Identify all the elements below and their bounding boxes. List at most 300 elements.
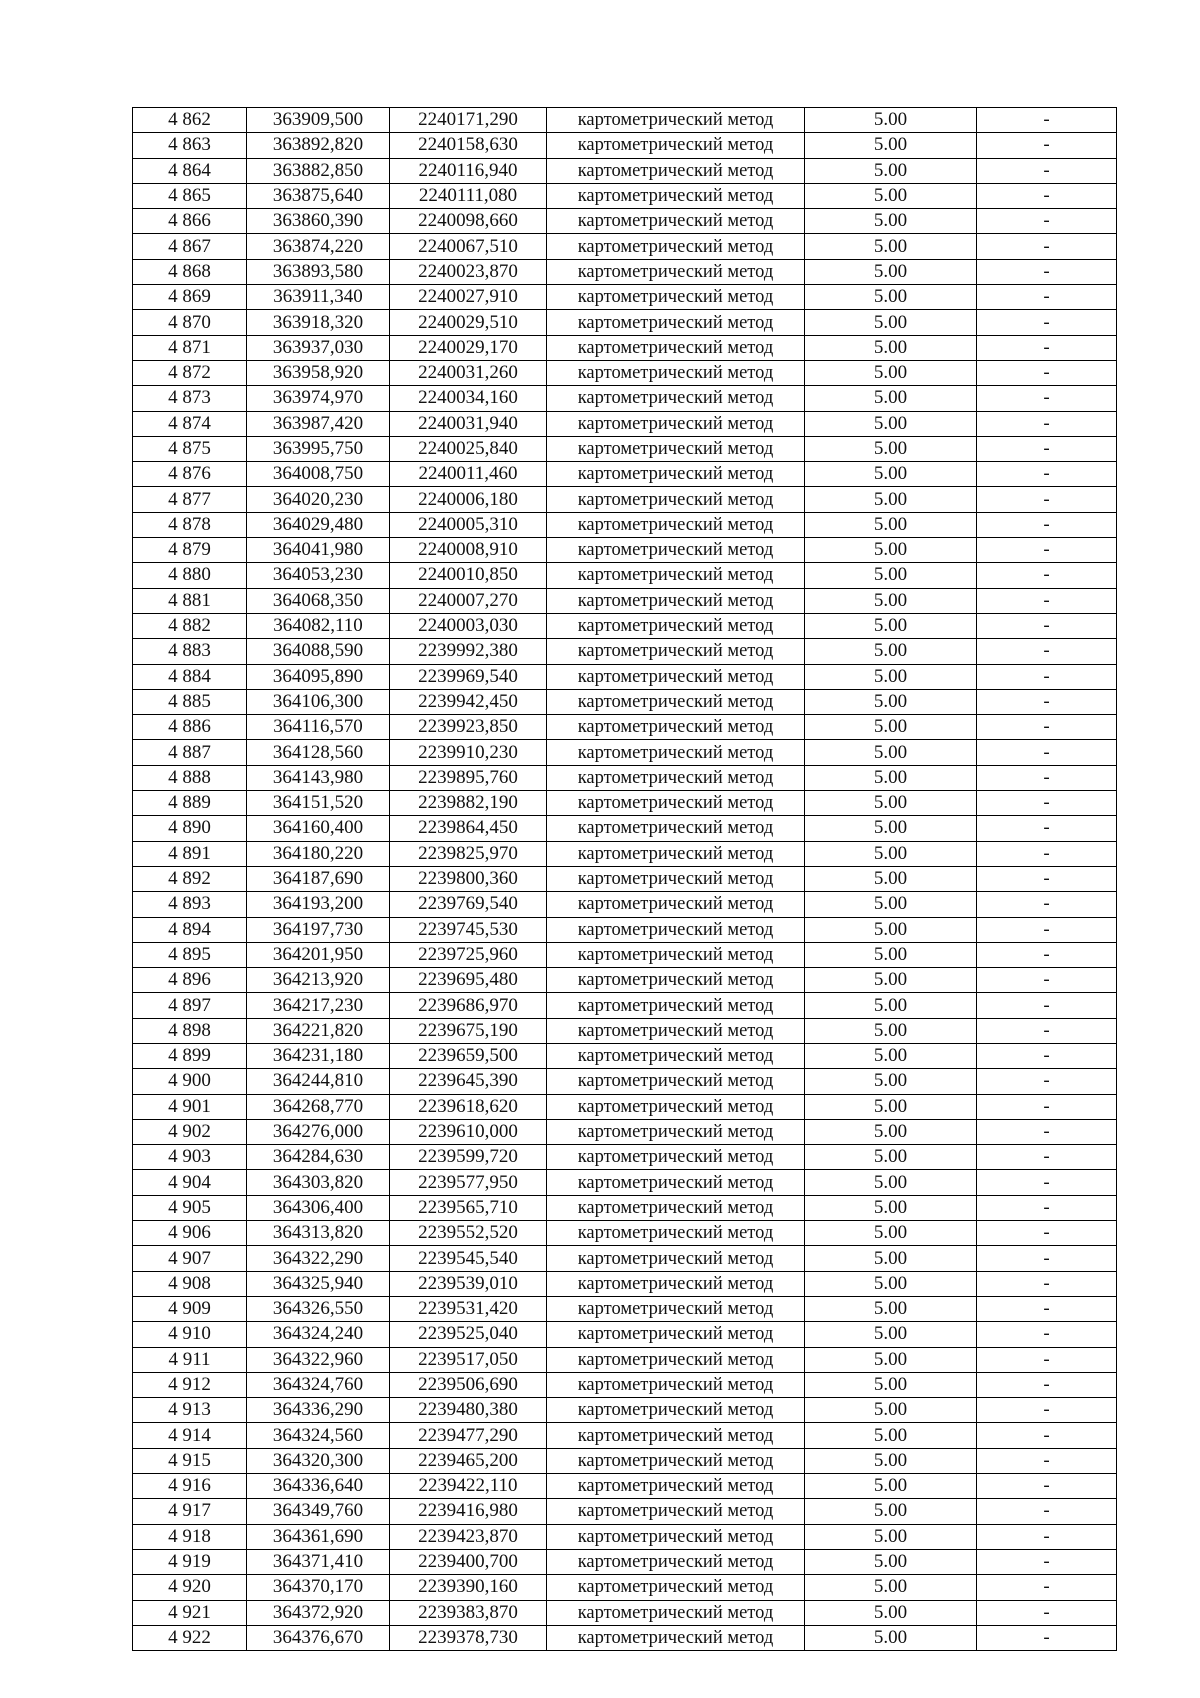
x-coordinate-cell: 364276,000 bbox=[247, 1119, 390, 1144]
point-number-cell: 4 895 bbox=[133, 942, 247, 967]
table-row bbox=[133, 462, 1117, 487]
method-cell: картометрический метод bbox=[547, 183, 805, 208]
method-cell: картометрический метод bbox=[547, 1347, 805, 1372]
note-cell: - bbox=[977, 1398, 1117, 1423]
point-number-cell: 4 915 bbox=[133, 1448, 247, 1473]
accuracy-cell: 5.00 bbox=[805, 1499, 977, 1524]
x-coordinate-cell: 364187,690 bbox=[247, 866, 390, 891]
y-coordinate-cell: 2239517,050 bbox=[390, 1347, 547, 1372]
point-number-cell: 4 896 bbox=[133, 968, 247, 993]
method-cell: картометрический метод bbox=[547, 411, 805, 436]
x-coordinate-cell: 364361,690 bbox=[247, 1524, 390, 1549]
note-cell: - bbox=[977, 1600, 1117, 1625]
point-number-cell: 4 900 bbox=[133, 1069, 247, 1094]
accuracy-cell: 5.00 bbox=[805, 133, 977, 158]
table-row bbox=[133, 1423, 1117, 1448]
point-number-cell: 4 889 bbox=[133, 791, 247, 816]
x-coordinate-cell: 364284,630 bbox=[247, 1145, 390, 1170]
x-coordinate-cell: 364053,230 bbox=[247, 563, 390, 588]
x-coordinate-cell: 364376,670 bbox=[247, 1625, 390, 1650]
x-coordinate-cell: 364324,240 bbox=[247, 1322, 390, 1347]
x-coordinate-cell: 364325,940 bbox=[247, 1271, 390, 1296]
method-cell: картометрический метод bbox=[547, 816, 805, 841]
note-cell: - bbox=[977, 234, 1117, 259]
note-cell: - bbox=[977, 613, 1117, 638]
y-coordinate-cell: 2239969,540 bbox=[390, 664, 547, 689]
point-number-cell: 4 894 bbox=[133, 917, 247, 942]
table-row bbox=[133, 689, 1117, 714]
point-number-cell: 4 878 bbox=[133, 512, 247, 537]
note-cell: - bbox=[977, 689, 1117, 714]
method-cell: картометрический метод bbox=[547, 917, 805, 942]
x-coordinate-cell: 363893,580 bbox=[247, 259, 390, 284]
accuracy-cell: 5.00 bbox=[805, 791, 977, 816]
table-row bbox=[133, 1575, 1117, 1600]
point-number-cell: 4 885 bbox=[133, 689, 247, 714]
accuracy-cell: 5.00 bbox=[805, 917, 977, 942]
point-number-cell: 4 893 bbox=[133, 892, 247, 917]
note-cell: - bbox=[977, 1296, 1117, 1321]
note-cell: - bbox=[977, 740, 1117, 765]
point-number-cell: 4 901 bbox=[133, 1094, 247, 1119]
y-coordinate-cell: 2239825,970 bbox=[390, 841, 547, 866]
y-coordinate-cell: 2240023,870 bbox=[390, 259, 547, 284]
point-number-cell: 4 871 bbox=[133, 335, 247, 360]
accuracy-cell: 5.00 bbox=[805, 1524, 977, 1549]
method-cell: картометрический метод bbox=[547, 1094, 805, 1119]
table-row bbox=[133, 917, 1117, 942]
table-row bbox=[133, 310, 1117, 335]
note-cell: - bbox=[977, 1372, 1117, 1397]
note-cell: - bbox=[977, 866, 1117, 891]
y-coordinate-cell: 2239545,540 bbox=[390, 1246, 547, 1271]
note-cell: - bbox=[977, 841, 1117, 866]
y-coordinate-cell: 2240025,840 bbox=[390, 436, 547, 461]
table-row bbox=[133, 563, 1117, 588]
y-coordinate-cell: 2240067,510 bbox=[390, 234, 547, 259]
table-row bbox=[133, 1499, 1117, 1524]
y-coordinate-cell: 2239618,620 bbox=[390, 1094, 547, 1119]
table-row bbox=[133, 588, 1117, 613]
table-row bbox=[133, 1347, 1117, 1372]
y-coordinate-cell: 2239477,290 bbox=[390, 1423, 547, 1448]
table-row bbox=[133, 1600, 1117, 1625]
point-number-cell: 4 877 bbox=[133, 487, 247, 512]
accuracy-cell: 5.00 bbox=[805, 108, 977, 133]
note-cell: - bbox=[977, 209, 1117, 234]
table-row bbox=[133, 1221, 1117, 1246]
x-coordinate-cell: 364008,750 bbox=[247, 462, 390, 487]
x-coordinate-cell: 364268,770 bbox=[247, 1094, 390, 1119]
x-coordinate-cell: 364128,560 bbox=[247, 740, 390, 765]
table-row bbox=[133, 1094, 1117, 1119]
y-coordinate-cell: 2239423,870 bbox=[390, 1524, 547, 1549]
point-number-cell: 4 866 bbox=[133, 209, 247, 234]
note-cell: - bbox=[977, 588, 1117, 613]
table-row bbox=[133, 360, 1117, 385]
method-cell: картометрический метод bbox=[547, 1575, 805, 1600]
method-cell: картометрический метод bbox=[547, 866, 805, 891]
method-cell: картометрический метод bbox=[547, 1296, 805, 1321]
point-number-cell: 4 870 bbox=[133, 310, 247, 335]
table-row bbox=[133, 968, 1117, 993]
x-coordinate-cell: 363875,640 bbox=[247, 183, 390, 208]
accuracy-cell: 5.00 bbox=[805, 1271, 977, 1296]
point-number-cell: 4 920 bbox=[133, 1575, 247, 1600]
accuracy-cell: 5.00 bbox=[805, 816, 977, 841]
note-cell: - bbox=[977, 917, 1117, 942]
table-row bbox=[133, 1069, 1117, 1094]
method-cell: картометрический метод bbox=[547, 993, 805, 1018]
y-coordinate-cell: 2240116,940 bbox=[390, 158, 547, 183]
y-coordinate-cell: 2240027,910 bbox=[390, 285, 547, 310]
point-number-cell: 4 904 bbox=[133, 1170, 247, 1195]
y-coordinate-cell: 2239882,190 bbox=[390, 791, 547, 816]
note-cell: - bbox=[977, 158, 1117, 183]
method-cell: картометрический метод bbox=[547, 968, 805, 993]
method-cell: картометрический метод bbox=[547, 335, 805, 360]
x-coordinate-cell: 364020,230 bbox=[247, 487, 390, 512]
point-number-cell: 4 902 bbox=[133, 1119, 247, 1144]
accuracy-cell: 5.00 bbox=[805, 1423, 977, 1448]
y-coordinate-cell: 2239725,960 bbox=[390, 942, 547, 967]
method-cell: картометрический метод bbox=[547, 689, 805, 714]
note-cell: - bbox=[977, 1575, 1117, 1600]
y-coordinate-cell: 2239378,730 bbox=[390, 1625, 547, 1650]
y-coordinate-cell: 2240007,270 bbox=[390, 588, 547, 613]
accuracy-cell: 5.00 bbox=[805, 411, 977, 436]
point-number-cell: 4 908 bbox=[133, 1271, 247, 1296]
table-row bbox=[133, 234, 1117, 259]
coordinates-table bbox=[132, 107, 1117, 1651]
accuracy-cell: 5.00 bbox=[805, 1170, 977, 1195]
y-coordinate-cell: 2239383,870 bbox=[390, 1600, 547, 1625]
y-coordinate-cell: 2239390,160 bbox=[390, 1575, 547, 1600]
note-cell: - bbox=[977, 259, 1117, 284]
method-cell: картометрический метод bbox=[547, 436, 805, 461]
y-coordinate-cell: 2239599,720 bbox=[390, 1145, 547, 1170]
point-number-cell: 4 910 bbox=[133, 1322, 247, 1347]
y-coordinate-cell: 2239695,480 bbox=[390, 968, 547, 993]
point-number-cell: 4 892 bbox=[133, 866, 247, 891]
table-row bbox=[133, 1448, 1117, 1473]
x-coordinate-cell: 364371,410 bbox=[247, 1549, 390, 1574]
point-number-cell: 4 867 bbox=[133, 234, 247, 259]
y-coordinate-cell: 2239675,190 bbox=[390, 1018, 547, 1043]
table-row bbox=[133, 866, 1117, 891]
y-coordinate-cell: 2240029,510 bbox=[390, 310, 547, 335]
x-coordinate-cell: 364029,480 bbox=[247, 512, 390, 537]
point-number-cell: 4 879 bbox=[133, 538, 247, 563]
accuracy-cell: 5.00 bbox=[805, 1018, 977, 1043]
point-number-cell: 4 907 bbox=[133, 1246, 247, 1271]
x-coordinate-cell: 364306,400 bbox=[247, 1195, 390, 1220]
point-number-cell: 4 886 bbox=[133, 715, 247, 740]
point-number-cell: 4 906 bbox=[133, 1221, 247, 1246]
method-cell: картометрический метод bbox=[547, 1625, 805, 1650]
note-cell: - bbox=[977, 1145, 1117, 1170]
x-coordinate-cell: 364068,350 bbox=[247, 588, 390, 613]
table-row bbox=[133, 664, 1117, 689]
point-number-cell: 4 882 bbox=[133, 613, 247, 638]
table-row bbox=[133, 386, 1117, 411]
note-cell: - bbox=[977, 183, 1117, 208]
y-coordinate-cell: 2239942,450 bbox=[390, 689, 547, 714]
table-row bbox=[133, 892, 1117, 917]
note-cell: - bbox=[977, 1018, 1117, 1043]
accuracy-cell: 5.00 bbox=[805, 285, 977, 310]
table-row bbox=[133, 613, 1117, 638]
note-cell: - bbox=[977, 360, 1117, 385]
method-cell: картометрический метод bbox=[547, 512, 805, 537]
y-coordinate-cell: 2240003,030 bbox=[390, 613, 547, 638]
method-cell: картометрический метод bbox=[547, 386, 805, 411]
table-row bbox=[133, 1145, 1117, 1170]
point-number-cell: 4 913 bbox=[133, 1398, 247, 1423]
method-cell: картометрический метод bbox=[547, 1069, 805, 1094]
y-coordinate-cell: 2240111,080 bbox=[390, 183, 547, 208]
accuracy-cell: 5.00 bbox=[805, 1600, 977, 1625]
note-cell: - bbox=[977, 968, 1117, 993]
x-coordinate-cell: 364322,960 bbox=[247, 1347, 390, 1372]
accuracy-cell: 5.00 bbox=[805, 968, 977, 993]
y-coordinate-cell: 2239864,450 bbox=[390, 816, 547, 841]
accuracy-cell: 5.00 bbox=[805, 740, 977, 765]
table-row bbox=[133, 411, 1117, 436]
point-number-cell: 4 876 bbox=[133, 462, 247, 487]
y-coordinate-cell: 2239465,200 bbox=[390, 1448, 547, 1473]
x-coordinate-cell: 364201,950 bbox=[247, 942, 390, 967]
x-coordinate-cell: 364324,760 bbox=[247, 1372, 390, 1397]
x-coordinate-cell: 364221,820 bbox=[247, 1018, 390, 1043]
accuracy-cell: 5.00 bbox=[805, 613, 977, 638]
method-cell: картометрический метод bbox=[547, 285, 805, 310]
accuracy-cell: 5.00 bbox=[805, 335, 977, 360]
accuracy-cell: 5.00 bbox=[805, 183, 977, 208]
y-coordinate-cell: 2239480,380 bbox=[390, 1398, 547, 1423]
note-cell: - bbox=[977, 462, 1117, 487]
x-coordinate-cell: 364217,230 bbox=[247, 993, 390, 1018]
accuracy-cell: 5.00 bbox=[805, 1372, 977, 1397]
point-number-cell: 4 890 bbox=[133, 816, 247, 841]
accuracy-cell: 5.00 bbox=[805, 1625, 977, 1650]
y-coordinate-cell: 2239992,380 bbox=[390, 639, 547, 664]
note-cell: - bbox=[977, 563, 1117, 588]
note-cell: - bbox=[977, 1119, 1117, 1144]
point-number-cell: 4 888 bbox=[133, 765, 247, 790]
point-number-cell: 4 909 bbox=[133, 1296, 247, 1321]
note-cell: - bbox=[977, 1043, 1117, 1068]
point-number-cell: 4 883 bbox=[133, 639, 247, 664]
point-number-cell: 4 903 bbox=[133, 1145, 247, 1170]
table-row bbox=[133, 512, 1117, 537]
method-cell: картометрический метод bbox=[547, 1448, 805, 1473]
method-cell: картометрический метод bbox=[547, 1322, 805, 1347]
table-row bbox=[133, 1195, 1117, 1220]
method-cell: картометрический метод bbox=[547, 664, 805, 689]
x-coordinate-cell: 363874,220 bbox=[247, 234, 390, 259]
note-cell: - bbox=[977, 335, 1117, 360]
table-row bbox=[133, 133, 1117, 158]
table-row bbox=[133, 1296, 1117, 1321]
table-row bbox=[133, 1119, 1117, 1144]
point-number-cell: 4 921 bbox=[133, 1600, 247, 1625]
coordinates-table-body bbox=[133, 108, 1117, 1651]
table-row bbox=[133, 740, 1117, 765]
note-cell: - bbox=[977, 512, 1117, 537]
point-number-cell: 4 865 bbox=[133, 183, 247, 208]
point-number-cell: 4 912 bbox=[133, 1372, 247, 1397]
point-number-cell: 4 898 bbox=[133, 1018, 247, 1043]
method-cell: картометрический метод bbox=[547, 1195, 805, 1220]
x-coordinate-cell: 364326,550 bbox=[247, 1296, 390, 1321]
y-coordinate-cell: 2239506,690 bbox=[390, 1372, 547, 1397]
table-row bbox=[133, 1018, 1117, 1043]
method-cell: картометрический метод bbox=[547, 1246, 805, 1271]
accuracy-cell: 5.00 bbox=[805, 487, 977, 512]
note-cell: - bbox=[977, 411, 1117, 436]
point-number-cell: 4 864 bbox=[133, 158, 247, 183]
y-coordinate-cell: 2239525,040 bbox=[390, 1322, 547, 1347]
point-number-cell: 4 862 bbox=[133, 108, 247, 133]
y-coordinate-cell: 2239659,500 bbox=[390, 1043, 547, 1068]
note-cell: - bbox=[977, 1524, 1117, 1549]
note-cell: - bbox=[977, 108, 1117, 133]
note-cell: - bbox=[977, 1069, 1117, 1094]
table-row bbox=[133, 183, 1117, 208]
method-cell: картометрический метод bbox=[547, 1423, 805, 1448]
point-number-cell: 4 922 bbox=[133, 1625, 247, 1650]
method-cell: картометрический метод bbox=[547, 360, 805, 385]
method-cell: картометрический метод bbox=[547, 715, 805, 740]
accuracy-cell: 5.00 bbox=[805, 664, 977, 689]
accuracy-cell: 5.00 bbox=[805, 158, 977, 183]
note-cell: - bbox=[977, 1423, 1117, 1448]
x-coordinate-cell: 364324,560 bbox=[247, 1423, 390, 1448]
accuracy-cell: 5.00 bbox=[805, 1474, 977, 1499]
note-cell: - bbox=[977, 285, 1117, 310]
method-cell: картометрический метод bbox=[547, 1499, 805, 1524]
x-coordinate-cell: 364336,290 bbox=[247, 1398, 390, 1423]
method-cell: картометрический метод bbox=[547, 234, 805, 259]
point-number-cell: 4 911 bbox=[133, 1347, 247, 1372]
y-coordinate-cell: 2239531,420 bbox=[390, 1296, 547, 1321]
note-cell: - bbox=[977, 538, 1117, 563]
accuracy-cell: 5.00 bbox=[805, 310, 977, 335]
accuracy-cell: 5.00 bbox=[805, 715, 977, 740]
y-coordinate-cell: 2239769,540 bbox=[390, 892, 547, 917]
point-number-cell: 4 916 bbox=[133, 1474, 247, 1499]
note-cell: - bbox=[977, 1322, 1117, 1347]
note-cell: - bbox=[977, 892, 1117, 917]
y-coordinate-cell: 2239416,980 bbox=[390, 1499, 547, 1524]
table-row bbox=[133, 1549, 1117, 1574]
x-coordinate-cell: 363892,820 bbox=[247, 133, 390, 158]
x-coordinate-cell: 364116,570 bbox=[247, 715, 390, 740]
x-coordinate-cell: 364244,810 bbox=[247, 1069, 390, 1094]
y-coordinate-cell: 2239686,970 bbox=[390, 993, 547, 1018]
y-coordinate-cell: 2239422,110 bbox=[390, 1474, 547, 1499]
point-number-cell: 4 918 bbox=[133, 1524, 247, 1549]
table-row bbox=[133, 538, 1117, 563]
x-coordinate-cell: 364303,820 bbox=[247, 1170, 390, 1195]
method-cell: картометрический метод bbox=[547, 613, 805, 638]
y-coordinate-cell: 2240010,850 bbox=[390, 563, 547, 588]
note-cell: - bbox=[977, 1246, 1117, 1271]
accuracy-cell: 5.00 bbox=[805, 1549, 977, 1574]
accuracy-cell: 5.00 bbox=[805, 259, 977, 284]
point-number-cell: 4 884 bbox=[133, 664, 247, 689]
x-coordinate-cell: 363882,850 bbox=[247, 158, 390, 183]
x-coordinate-cell: 364313,820 bbox=[247, 1221, 390, 1246]
x-coordinate-cell: 364088,590 bbox=[247, 639, 390, 664]
y-coordinate-cell: 2240006,180 bbox=[390, 487, 547, 512]
accuracy-cell: 5.00 bbox=[805, 639, 977, 664]
y-coordinate-cell: 2240029,170 bbox=[390, 335, 547, 360]
method-cell: картометрический метод bbox=[547, 563, 805, 588]
x-coordinate-cell: 364041,980 bbox=[247, 538, 390, 563]
method-cell: картометрический метод bbox=[547, 740, 805, 765]
method-cell: картометрический метод bbox=[547, 791, 805, 816]
x-coordinate-cell: 364082,110 bbox=[247, 613, 390, 638]
accuracy-cell: 5.00 bbox=[805, 436, 977, 461]
accuracy-cell: 5.00 bbox=[805, 841, 977, 866]
note-cell: - bbox=[977, 436, 1117, 461]
y-coordinate-cell: 2240034,160 bbox=[390, 386, 547, 411]
accuracy-cell: 5.00 bbox=[805, 512, 977, 537]
method-cell: картометрический метод bbox=[547, 1474, 805, 1499]
point-number-cell: 4 869 bbox=[133, 285, 247, 310]
note-cell: - bbox=[977, 487, 1117, 512]
point-number-cell: 4 863 bbox=[133, 133, 247, 158]
note-cell: - bbox=[977, 1221, 1117, 1246]
x-coordinate-cell: 364349,760 bbox=[247, 1499, 390, 1524]
y-coordinate-cell: 2240098,660 bbox=[390, 209, 547, 234]
note-cell: - bbox=[977, 1170, 1117, 1195]
y-coordinate-cell: 2239552,520 bbox=[390, 1221, 547, 1246]
note-cell: - bbox=[977, 993, 1117, 1018]
x-coordinate-cell: 364193,200 bbox=[247, 892, 390, 917]
point-number-cell: 4 881 bbox=[133, 588, 247, 613]
x-coordinate-cell: 364370,170 bbox=[247, 1575, 390, 1600]
y-coordinate-cell: 2239745,530 bbox=[390, 917, 547, 942]
method-cell: картометрический метод bbox=[547, 209, 805, 234]
x-coordinate-cell: 364197,730 bbox=[247, 917, 390, 942]
x-coordinate-cell: 363937,030 bbox=[247, 335, 390, 360]
method-cell: картометрический метод bbox=[547, 259, 805, 284]
point-number-cell: 4 873 bbox=[133, 386, 247, 411]
table-row bbox=[133, 436, 1117, 461]
x-coordinate-cell: 363974,970 bbox=[247, 386, 390, 411]
accuracy-cell: 5.00 bbox=[805, 386, 977, 411]
table-row bbox=[133, 1625, 1117, 1650]
method-cell: картометрический метод bbox=[547, 892, 805, 917]
table-row bbox=[133, 1322, 1117, 1347]
x-coordinate-cell: 363860,390 bbox=[247, 209, 390, 234]
y-coordinate-cell: 2239577,950 bbox=[390, 1170, 547, 1195]
x-coordinate-cell: 364372,920 bbox=[247, 1600, 390, 1625]
x-coordinate-cell: 364160,400 bbox=[247, 816, 390, 841]
method-cell: картометрический метод bbox=[547, 1145, 805, 1170]
note-cell: - bbox=[977, 765, 1117, 790]
y-coordinate-cell: 2239800,360 bbox=[390, 866, 547, 891]
table-row bbox=[133, 259, 1117, 284]
x-coordinate-cell: 364143,980 bbox=[247, 765, 390, 790]
note-cell: - bbox=[977, 133, 1117, 158]
accuracy-cell: 5.00 bbox=[805, 588, 977, 613]
accuracy-cell: 5.00 bbox=[805, 538, 977, 563]
table-row bbox=[133, 1246, 1117, 1271]
